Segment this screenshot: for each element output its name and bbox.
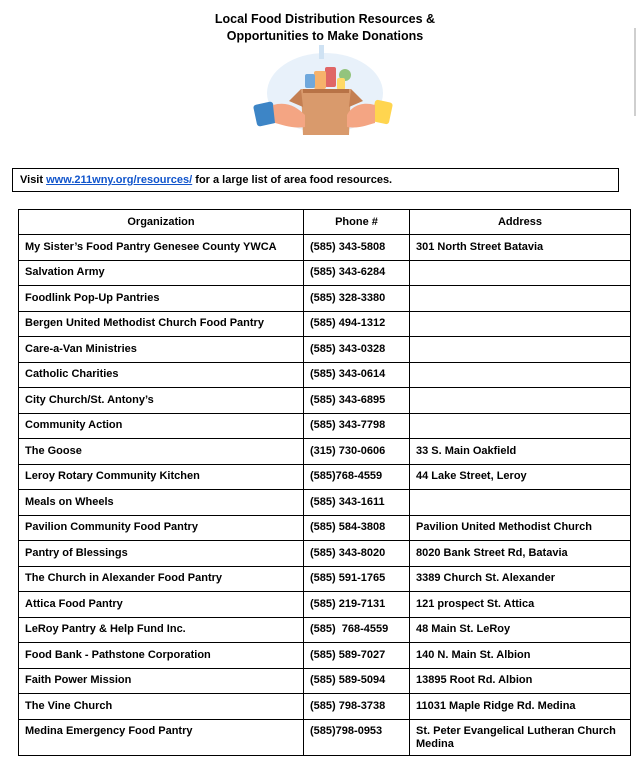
org-cell: The Vine Church	[19, 694, 304, 720]
org-cell: Foodlink Pop-Up Pantries	[19, 286, 304, 312]
org-cell: Attica Food Pantry	[19, 592, 304, 618]
table-row	[19, 311, 631, 337]
address-cell	[410, 286, 631, 312]
table-row	[19, 260, 631, 286]
phone-cell: (585) 343-5808	[304, 235, 410, 261]
org-cell: Bergen United Methodist Church Food Pantry	[19, 311, 304, 337]
org-cell: Catholic Charities	[19, 362, 304, 388]
table-row	[19, 592, 631, 618]
address-cell: 48 Main St. LeRoy	[410, 617, 631, 643]
phone-cell: (585) 343-8020	[304, 541, 410, 567]
org-cell: My Sister’s Food Pantry Genesee County YWCA	[19, 235, 304, 261]
address-cell: 13895 Root Rd. Albion	[410, 668, 631, 694]
phone-cell: (585) 494-1312	[304, 311, 410, 337]
address-cell	[410, 413, 631, 439]
table-row	[19, 388, 631, 414]
table-row	[19, 235, 631, 261]
title-line-2: Opportunities to Make Donations	[226, 29, 424, 43]
visit-suffix: for a large list of area food resources.	[192, 174, 393, 186]
phone-cell: (585) 219-7131	[304, 592, 410, 618]
phone-cell: (585) 589-7027	[304, 643, 410, 669]
phone-cell: (585)768-4559	[304, 464, 410, 490]
org-cell: Salvation Army	[19, 260, 304, 286]
address-cell: Pavilion United Methodist Church	[410, 515, 631, 541]
header-address: Address	[410, 210, 631, 235]
org-cell: The Goose	[19, 439, 304, 465]
address-cell: 3389 Church St. Alexander	[410, 566, 631, 592]
address-cell: 121 prospect St. Attica	[410, 592, 631, 618]
table-row	[19, 464, 631, 490]
visit-prefix: Visit	[20, 174, 47, 186]
org-cell: Leroy Rotary Community Kitchen	[19, 464, 304, 490]
phone-cell: (585) 328-3380	[304, 286, 410, 312]
org-cell: Food Bank - Pathstone Corporation	[19, 643, 304, 669]
table-row	[19, 719, 631, 755]
org-cell: LeRoy Pantry & Help Fund Inc.	[19, 617, 304, 643]
phone-cell: (585)798-0953	[304, 719, 410, 755]
org-cell: Pavilion Community Food Pantry	[19, 515, 304, 541]
org-cell: Pantry of Blessings	[19, 541, 304, 567]
phone-cell: (585) 589-5094	[304, 668, 410, 694]
table-row	[19, 286, 631, 312]
address-cell	[410, 311, 631, 337]
table-row	[19, 490, 631, 516]
address-cell	[410, 337, 631, 363]
table-row	[19, 566, 631, 592]
donation-box-hands-icon	[253, 45, 393, 145]
table-row	[19, 617, 631, 643]
address-cell	[410, 388, 631, 414]
table-row	[19, 413, 631, 439]
address-cell	[410, 362, 631, 388]
phone-cell: (585) 343-6895	[304, 388, 410, 414]
table-row	[19, 439, 631, 465]
page-title	[0, 11, 636, 45]
phone-cell: (585) 343-7798	[304, 413, 410, 439]
address-cell	[410, 490, 631, 516]
table-row	[19, 668, 631, 694]
phone-cell: (585) 343-1611	[304, 490, 410, 516]
address-cell	[410, 260, 631, 286]
address-cell: 8020 Bank Street Rd, Batavia	[410, 541, 631, 567]
phone-cell: (585) 343-0328	[304, 337, 410, 363]
address-cell: 33 S. Main Oakfield	[410, 439, 631, 465]
address-cell: 140 N. Main St. Albion	[410, 643, 631, 669]
table-row	[19, 337, 631, 363]
phone-cell: (585) 768-4559	[304, 617, 410, 643]
phone-cell: (585) 584-3808	[304, 515, 410, 541]
table-row	[19, 362, 631, 388]
resources-link[interactable]: www.211wny.org/resources/	[46, 174, 193, 186]
phone-cell: (585) 343-0614	[304, 362, 410, 388]
org-cell: The Church in Alexander Food Pantry	[19, 566, 304, 592]
table-row	[19, 643, 631, 669]
org-cell: Meals on Wheels	[19, 490, 304, 516]
food-resources-table	[18, 209, 631, 756]
org-cell: Faith Power Mission	[19, 668, 304, 694]
phone-cell: (315) 730-0606	[304, 439, 410, 465]
table-row	[19, 541, 631, 567]
header-phone: Phone #	[304, 210, 410, 235]
org-cell: Care-a-Van Ministries	[19, 337, 304, 363]
table-row	[19, 515, 631, 541]
address-cell: 11031 Maple Ridge Rd. Medina	[410, 694, 631, 720]
resource-visit-box	[12, 168, 619, 192]
org-cell: City Church/St. Antony’s	[19, 388, 304, 414]
header-organization: Organization	[19, 210, 304, 235]
org-cell: Medina Emergency Food Pantry	[19, 719, 304, 755]
address-cell: 44 Lake Street, Leroy	[410, 464, 631, 490]
phone-cell: (585) 591-1765	[304, 566, 410, 592]
org-cell: Community Action	[19, 413, 304, 439]
address-cell: 301 North Street Batavia	[410, 235, 631, 261]
title-line-1: Local Food Distribution Resources &	[214, 12, 436, 26]
address-cell: St. Peter Evangelical Lutheran Church Medina	[410, 719, 631, 755]
phone-cell: (585) 343-6284	[304, 260, 410, 286]
table-header-row	[19, 210, 631, 235]
phone-cell: (585) 798-3738	[304, 694, 410, 720]
table-row	[19, 694, 631, 720]
